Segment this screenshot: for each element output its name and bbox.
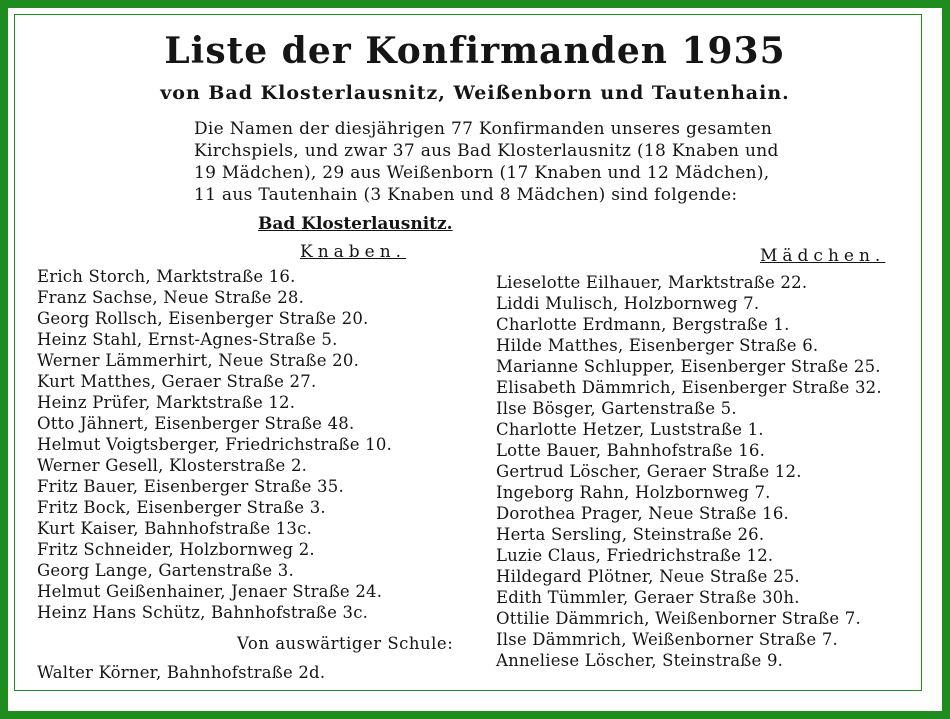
boys-list-item: Otto Jähnert, Eisenberger Straße 48. [37,414,355,433]
girls-list-item: Herta Sersling, Steinstraße 26. [496,525,765,544]
boys-list-item: Helmut Voigtsberger, Friedrichstraße 10. [37,435,393,454]
boys-list-item: Fritz Bauer, Eisenberger Straße 35. [37,477,344,496]
external-school-list-item: Walter Körner, Bahnhofstraße 2d. [37,663,326,682]
boys-list-item: Heinz Prüfer, Marktstraße 12. [37,393,296,412]
document-subtitle: von Bad Klosterlausnitz, Weißenborn und Tautenhain. [160,82,790,104]
girls-list-item: Ilse Bösger, Gartenstraße 5. [496,399,737,418]
boys-list-item: Franz Sachse, Neue Straße 28. [37,288,305,307]
boys-list-item: Heinz Hans Schütz, Bahnhofstraße 3c. [37,603,369,622]
intro-line: Kirchspiels, und zwar 37 aus Bad Klosterlausnitz (18 Knaben und [194,141,779,161]
girls-list-item: Gertrud Löscher, Geraer Straße 12. [496,462,802,481]
boys-list-item: Heinz Stahl, Ernst-Agnes-Straße 5. [37,330,338,349]
intro-line: 11 aus Tautenhain (3 Knaben und 8 Mädchen) sind folgende: [194,185,738,205]
girls-list-item: Luzie Claus, Friedrichstraße 12. [496,546,774,565]
girls-list-item: Ingeborg Rahn, Holzbornweg 7. [496,483,771,502]
girls-list-item: Marianne Schlupper, Eisenberger Straße 25. [496,357,881,376]
girls-list-item: Charlotte Erdmann, Bergstraße 1. [496,315,790,334]
girls-list-item: Charlotte Hetzer, Luststraße 1. [496,420,764,439]
boys-list-item: Fritz Bock, Eisenberger Straße 3. [37,498,326,517]
boys-list-item: Kurt Matthes, Geraer Straße 27. [37,372,317,391]
intro-line: Die Namen der diesjährigen 77 Konfirmanden unseres gesamten [194,119,773,139]
boys-heading: Knaben. [300,242,407,262]
girls-list [496,272,882,671]
girls-list-item: Liddi Mulisch, Holzbornweg 7. [496,294,760,313]
intro-paragraph [194,118,834,206]
boys-list [37,266,392,623]
boys-list-item: Kurt Kaiser, Bahnhofstraße 13c. [37,519,313,538]
document-title: Liste der Konfirmanden 1935 [164,30,786,72]
girls-list-item: Anneliese Löscher, Steinstraße 9. [496,651,784,670]
boys-list-item: Georg Rollsch, Eisenberger Straße 20. [37,309,369,328]
boys-list-item: Werner Lämmerhirt, Neue Straße 20. [37,351,360,370]
girls-list-item: Dorothea Prager, Neue Straße 16. [496,504,789,523]
girls-list-item: Ottilie Dämmrich, Weißenborner Straße 7. [496,609,861,628]
girls-list-item: Hildegard Plötner, Neue Straße 25. [496,567,800,586]
boys-list-item: Fritz Schneider, Holzbornweg 2. [37,540,315,559]
boys-list-item: Werner Gesell, Klosterstraße 2. [37,456,308,475]
girls-list-item: Ilse Dämmrich, Weißenborner Straße 7. [496,630,838,649]
girls-heading: Mädchen. [760,246,886,266]
girls-list-item: Hilde Matthes, Eisenberger Straße 6. [496,336,819,355]
external-school-list [37,662,325,683]
girls-list-item: Lieselotte Eilhauer, Marktstraße 22. [496,273,808,292]
girls-list-item: Edith Tümmler, Geraer Straße 30h. [496,588,800,607]
boys-list-item: Erich Storch, Marktstraße 16. [37,267,296,286]
girls-list-item: Lotte Bauer, Bahnhofstraße 16. [496,441,766,460]
external-school-heading: Von auswärtiger Schule: [237,634,454,653]
girls-list-item: Elisabeth Dämmrich, Eisenberger Straße 32. [496,378,882,397]
intro-line: 19 Mädchen), 29 aus Weißenborn (17 Knaben und 12 Mädchen), [194,163,770,183]
boys-list-item: Helmut Geißenhainer, Jenaer Straße 24. [37,582,383,601]
section-heading-bad-klosterlausnitz: Bad Klosterlausnitz. [258,214,453,234]
boys-list-item: Georg Lange, Gartenstraße 3. [37,561,294,580]
